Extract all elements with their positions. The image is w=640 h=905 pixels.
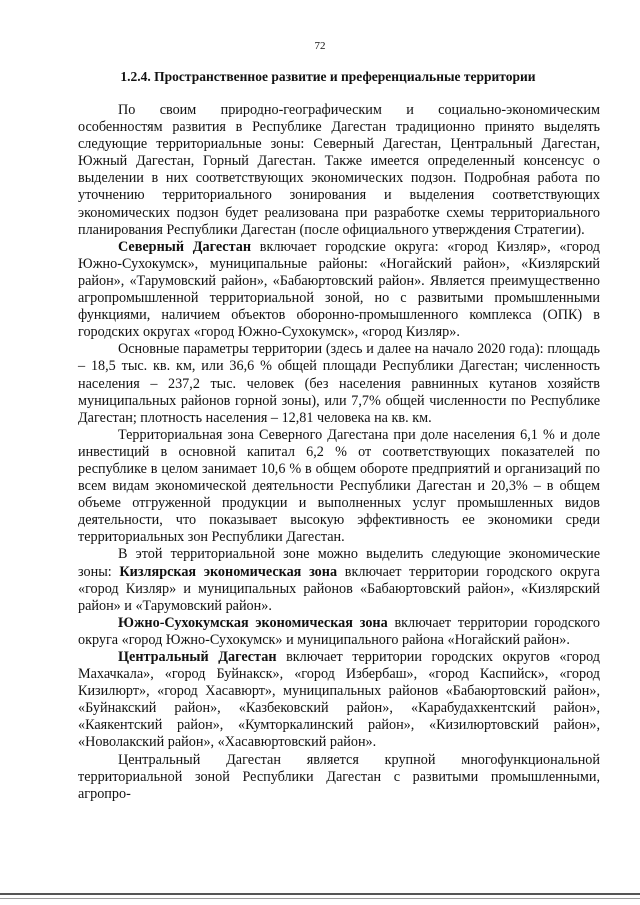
paragraph-central: [78, 649, 600, 752]
paragraph-intro: [78, 102, 600, 239]
scan-edge-line-secondary: [0, 898, 640, 899]
paragraph-north: [78, 239, 600, 342]
paragraph-text: включает территории городского округа «город Южно-Сухокумск» и муниципального района «Ногайский район».: [78, 614, 600, 648]
paragraph-text: включает городские округа: «город Кизляр», «город Южно-Сухокумск», муниципальные районы: «Ногайский район», «Кизлярский район», «Тарумовский район», «Бабаюртовский район». Является преимущественно агропромышленной территориальной зоной, но с развитыми промышленными функциями, наличием объектов оборонно-промышленного комплекса (ОПК) в городских округах «город Южно-Сухокумск», «город Кизляр».: [78, 238, 601, 341]
kizlyar-zone-term: Кизлярская экономическая зона: [119, 563, 338, 580]
paragraph-economic-zones: [78, 546, 600, 614]
body-text: [78, 102, 600, 803]
paragraph-text: В этой территориальной зоне можно выделить следующие экономические зоны:: [78, 546, 600, 580]
paragraph-parameters: [78, 341, 600, 426]
paragraph-text: включает территории городских округов «город Махачкала», «город Буйнакск», «город Избербаш», «город Каспийск», «город Кизилюрт», «город Хасавюрт», муниципальных районов «Бабаюртовский район», «Буйнакский район», «Казбековский район», «Карабудахкентский район», «Каякентский район», «Кумторкалинский район», «Кизилюртовский район», «Новолакский район», «Хасавюртовский район».: [78, 649, 601, 751]
section-heading: 1.2.4. Пространственное развитие и преференциальные территории: [120, 69, 536, 84]
paragraph-lead: Южно-Сухокумская экономическая зона: [118, 614, 388, 631]
paragraph-south-sukhokumsk: [78, 615, 600, 649]
paragraph-efficiency: [78, 427, 600, 547]
paragraph-lead: Северный Дагестан: [118, 238, 252, 255]
paragraph-central-description: [78, 752, 600, 803]
paragraph-text: Центральный Дагестан является крупной многофункциональной территориальной зоной Республики Дагестан с развитыми промышленными, агропро-: [78, 751, 600, 802]
paragraph-text: Основные параметры территории (здесь и далее на начало 2020 года): площадь – 18,5 тыс. кв. км, или 36,6 % общей площади Республики Дагестан; численность населения – 237,2 тыс. человек (без населения равнинных кутанов хозяйств муниципальных районов горной зоны), или 7,7% общей численности по Республике Дагестан; плотность населения – 12,81 человека на кв. км.: [78, 341, 600, 426]
scan-edge-line: [0, 893, 640, 895]
page-number: 72: [314, 40, 326, 52]
paragraph-text-after: включает территории городского округа «город Кизляр» и муниципальных районов «Бабаюртовский район», «Кизлярский район» и «Тарумовский район».: [78, 563, 600, 614]
paragraph-lead: Центральный Дагестан: [118, 649, 277, 665]
paragraph-text: Территориальная зона Северного Дагестана при доле населения 6,1 % и доле инвестиций в основной капитал 6,2 % от соответствующих показателей по республике в целом занимает 10,6 % в общем обороте предприятий и организаций по всем видам экономической деятельности Республики Дагестан и 20,3% – в общем объеме отгруженной продукции и выполненных услуг промышленных видов деятельности, что показывает высокую эффективность ее экономики среди территориальных зон Республики Дагестан.: [78, 426, 600, 546]
paragraph-text: По своим природно-географическим и социально-экономическим особенностям развития в Республике Дагестан традиционно принято выделять следующие территориальные зоны: Северный Дагестан, Центральный Дагестан, Южный Дагестан, Горный Дагестан. Также имеется определенный консенсус о выделении в них соответствующих экономических подзон. Подробная работа по уточнению территориального зонирования и выделения соответствующих экономических подзон будет реализована при разработке схемы территориального планирования Республики Дагестан (после официального утверждения Стратегии).: [78, 102, 600, 238]
